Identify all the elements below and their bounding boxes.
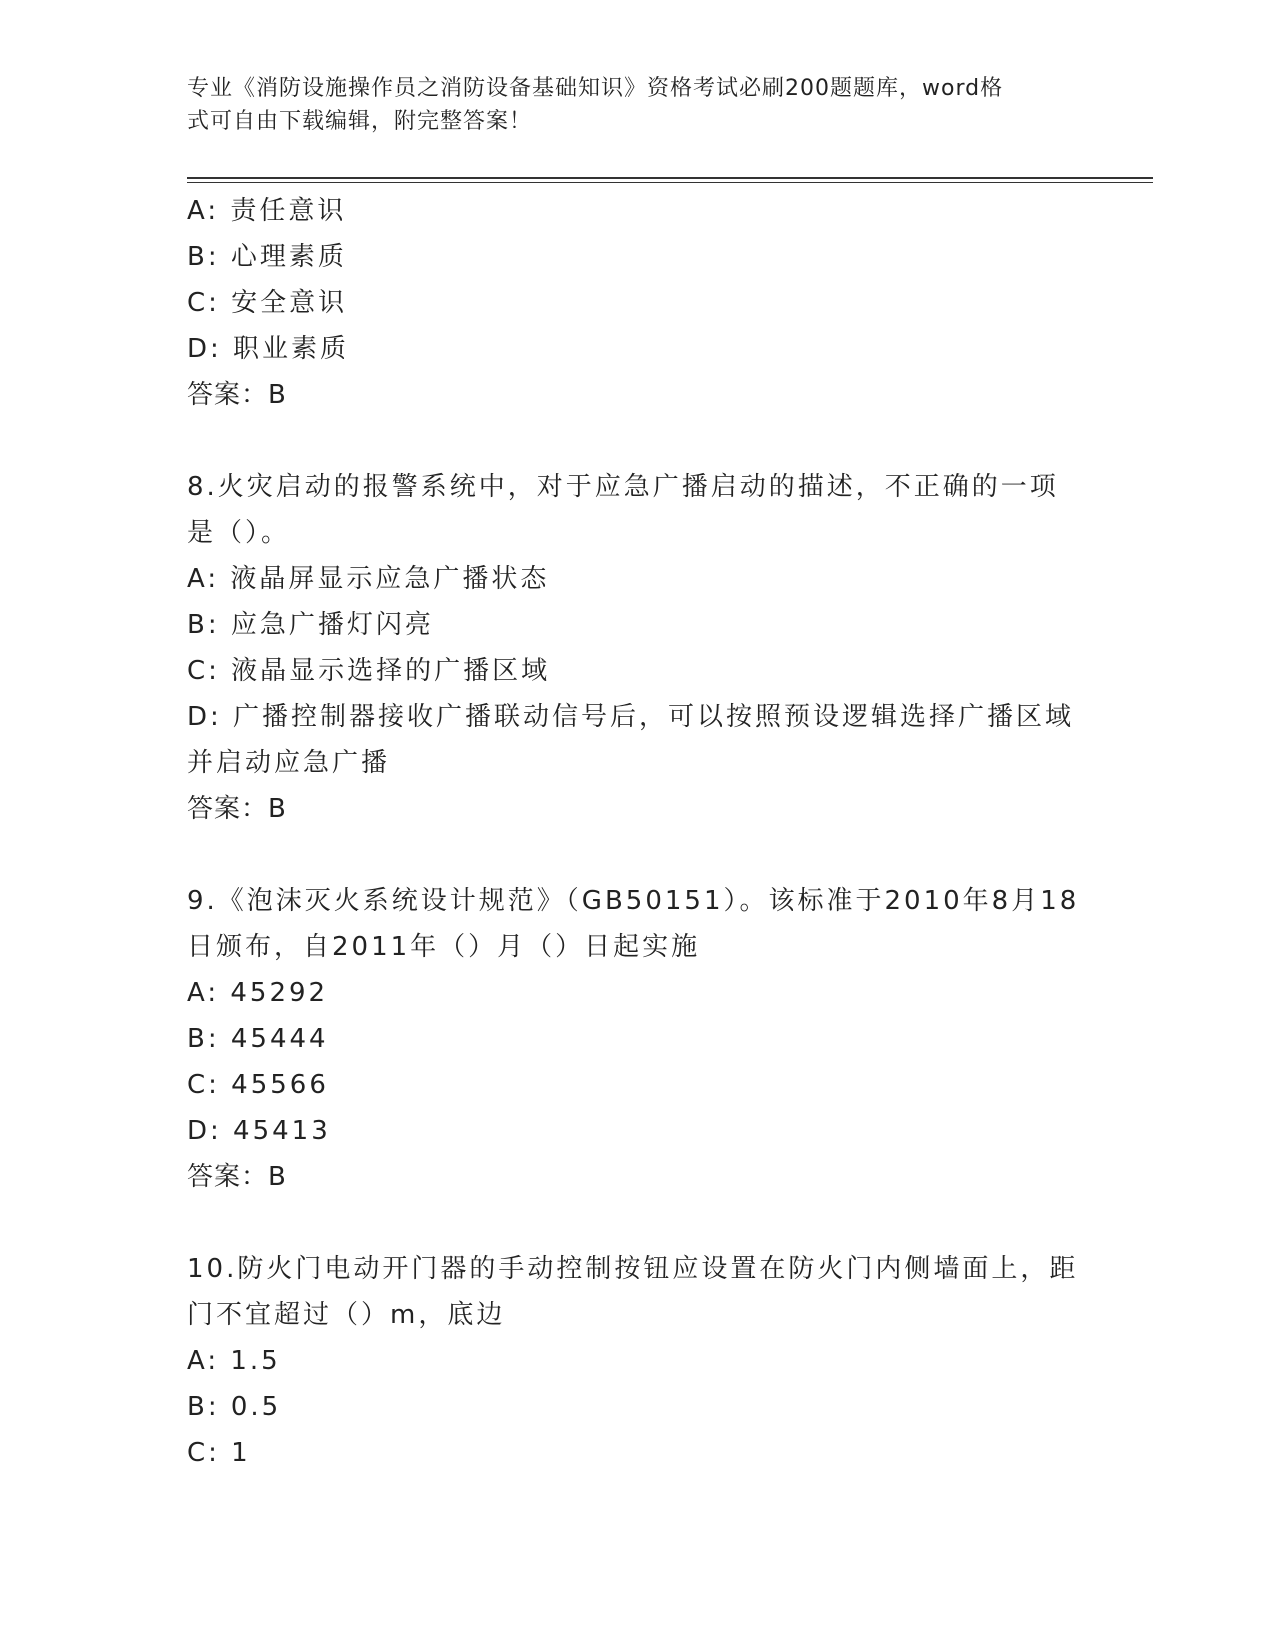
q10-stem-line-1: 10.防火门电动开门器的手动控制按钮应设置在防火门内侧墙面上，距: [187, 1254, 1079, 1284]
q8-option-b: B: 应急广播灯闪亮: [187, 610, 434, 640]
question-list: [187, 188, 1087, 1476]
q9-answer: 答案：B: [187, 1162, 287, 1192]
q10-option-c: C: 1: [187, 1438, 251, 1468]
q9-option-d: D: 45413: [187, 1116, 331, 1146]
q7-answer: 答案：B: [187, 380, 287, 410]
q7-option-b: B: 心理素质: [187, 242, 347, 272]
document-header: [187, 72, 1067, 138]
q8-option-d-continued: 并启动应急广播: [187, 748, 391, 778]
header-rule-thick: [187, 177, 1153, 179]
q10-option-b: B: 0.5: [187, 1392, 282, 1422]
q10-stem-line-2: 门不宜超过（）m，底边: [187, 1300, 506, 1330]
q9-option-a: A: 45292: [187, 978, 329, 1008]
q7-option-a: A: 责任意识: [187, 196, 347, 226]
q8-option-c: C: 液晶显示选择的广播区域: [187, 656, 551, 686]
q8-answer: 答案：B: [187, 794, 287, 824]
q7-option-d: D: 职业素质: [187, 334, 350, 364]
header-line-1: 专业《消防设施操作员之消防设备基础知识》资格考试必刷200题题库，word格: [187, 76, 1004, 101]
q8-option-d: D: 广播控制器接收广播联动信号后，可以按照预设逻辑选择广播区域: [187, 702, 1075, 732]
header-line-2: 式可自由下载编辑，附完整答案！: [187, 109, 533, 134]
q9-option-c: C: 45566: [187, 1070, 329, 1100]
header-rule-thin: [187, 182, 1153, 183]
q9-option-b: B: 45444: [187, 1024, 329, 1054]
q9-stem-line-2: 日颁布，自2011年（）月（）日起实施: [187, 932, 701, 962]
q8-stem-line-2: 是（）。: [187, 518, 291, 548]
q8-stem-line-1: 8.火灾启动的报警系统中，对于应急广播启动的描述，不正确的一项: [187, 472, 1059, 502]
q8-option-a: A: 液晶屏显示应急广播状态: [187, 564, 550, 594]
q10-option-a: A: 1.5: [187, 1346, 281, 1376]
q7-option-c: C: 安全意识: [187, 288, 348, 318]
q9-stem-line-1: 9.《泡沫灭火系统设计规范》（GB50151）。该标准于2010年8月18: [187, 886, 1080, 916]
